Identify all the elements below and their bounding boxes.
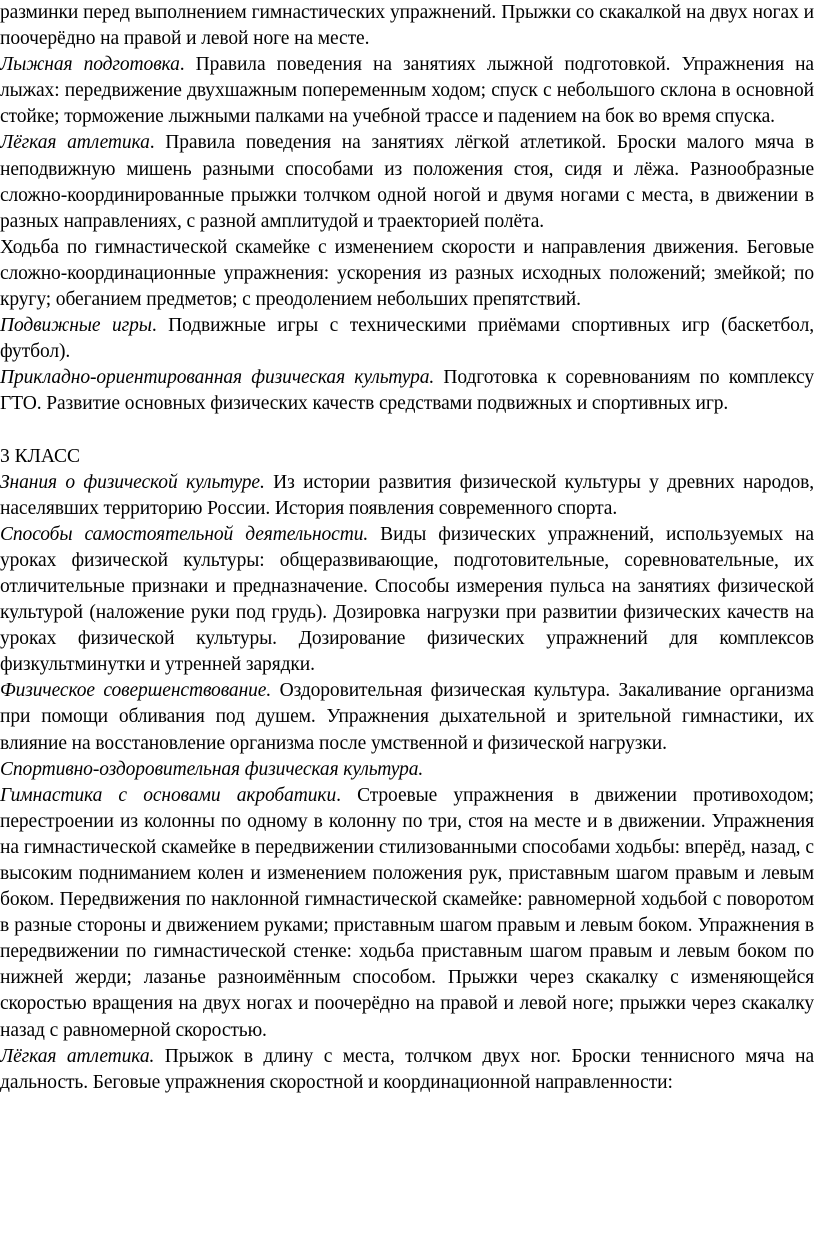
- paragraph-text: . Подвижные игры с техническими приёмами спортивных игр (баскетбол, футбол).: [0, 315, 814, 363]
- paragraph-text: . Правила поведения на занятиях лыжной подготовкой. Упражнения на лыжах: передвижение двухшажным попеременным ходом; спуск с небольшого склона в основной стойке; торможение лыжными палками на учебной трассе и падением на бок во время спуска.: [0, 54, 814, 128]
- paragraph-gymnastics: [0, 783, 814, 1044]
- paragraph-text: . Правила поведения на занятиях лёгкой атлетикой. Броски малого мяча в неподвижную мишень разными способами из положения стоя, сидя и лёжа. Разнообразные сложно-координированные прыжки толчком одной ногой и двумя ногами с места, в движении в разных направлениях, с разной амплитудой и траекторией полёта.: [0, 132, 814, 232]
- paragraph-walking: [0, 235, 814, 313]
- blank-line: [0, 418, 814, 444]
- paragraph-text: Ходьба по гимнастической скамейке с изменением скорости и направления движения. Беговые сложно-координационные упражнения: ускорения из разных исходных положений; змейкой; по кругу; обеганием предметов; с преодолением небольших препятствий.: [0, 236, 814, 311]
- paragraph-heading: Прикладно-ориентированная физическая культура.: [0, 367, 435, 389]
- paragraph-sport-health: [0, 757, 814, 783]
- paragraph-ski-training: [0, 52, 814, 130]
- paragraph-heading: Лёгкая атлетика: [0, 132, 150, 154]
- paragraph-independent-activity: [0, 522, 814, 679]
- paragraph-text: Подготовка к соревнованиям по комплексу ГТО. Развитие основных физических качеств средствами подвижных и спортивных игр.: [0, 367, 814, 415]
- paragraph-text: Из истории развития физической культуры у древних народов, населявших территорию России. История появления современного спорта.: [0, 471, 814, 519]
- paragraph-text: разминки перед выполнением гимнастических упражнений. Прыжки со скакалкой на двух ногах и поочерёдно на правой и левой ноге на месте.: [0, 2, 814, 50]
- paragraph-warmup: [0, 0, 814, 52]
- paragraph-physical-improvement: [0, 678, 814, 756]
- paragraph-heading: Физическое совершенствование.: [0, 680, 272, 702]
- paragraph-heading: Способы самостоятельной деятельности.: [0, 523, 369, 545]
- paragraph-heading: Спортивно-оздоровительная физическая культура.: [0, 758, 424, 780]
- paragraph-heading: Лёгкая атлетика.: [0, 1045, 155, 1067]
- paragraph-text: Прыжок в длину с места, толчком двух ног. Броски теннисного мяча на дальность. Беговые упражнения скоростной и координационной направленности:: [0, 1045, 814, 1093]
- paragraph-knowledge: [0, 470, 814, 522]
- paragraph-athletics-3: [0, 1044, 814, 1096]
- paragraph-text: Оздоровительная физическая культура. Закаливание организма при помощи обливания под душем. Упражнения дыхательной и зрительной гимнастики, их влияние на восстановление организма после умственной и физической нагрузки.: [0, 680, 814, 754]
- paragraph-heading: Знания о физической культуре.: [0, 471, 265, 493]
- paragraph-outdoor-games: [0, 313, 814, 365]
- paragraph-text: . Строевые упражнения в движении противоходом; перестроении из колонны по одному в колонну по три, стоя на месте и в движении. Упражнения на гимнастической скамейке в передвижении стилизованными способами ходьбы: вперёд, назад, с высоким подниманием колен и изменением положения рук, приставным шагом правым и левым боком. Передвижения по наклонной гимнастической скамейке: равномерной ходьбой с поворотом в разные стороны и движением руками; приставным шагом правым и левым боком. Упражнения в передвижении по гимнастической стенке: ходьба приставным шагом правым и левым боком по нижней жерди; лазанье разноимённым способом. Прыжки через скакалку с изменяющейся скоростью вращения на двух ногах и поочерёдно на правой и левой ноге; прыжки через скакалку назад с равномерной скоростью.: [0, 784, 815, 1041]
- section-title: 3 КЛАСС: [0, 445, 80, 467]
- paragraph-heading: Гимнастика с основами акробатики: [0, 784, 337, 806]
- paragraph-heading: Подвижные игры: [0, 315, 152, 337]
- paragraph-applied-pe: [0, 365, 814, 417]
- paragraph-text: Виды физических упражнений, используемых на уроках физической культуры: общеразвивающие, подготовительные, соревновательные, их отличительные признаки и предназначение. Способы измерения пульса на занятиях физической культурой (наложение руки под грудь). Дозировка нагрузки при развитии физических качеств на уроках физической культуры. Дозирование физических упражнений для комплексов физкультминутки и утренней зарядки.: [0, 523, 814, 676]
- paragraph-heading: Лыжная подготовка: [0, 54, 180, 76]
- paragraph-athletics: [0, 130, 814, 234]
